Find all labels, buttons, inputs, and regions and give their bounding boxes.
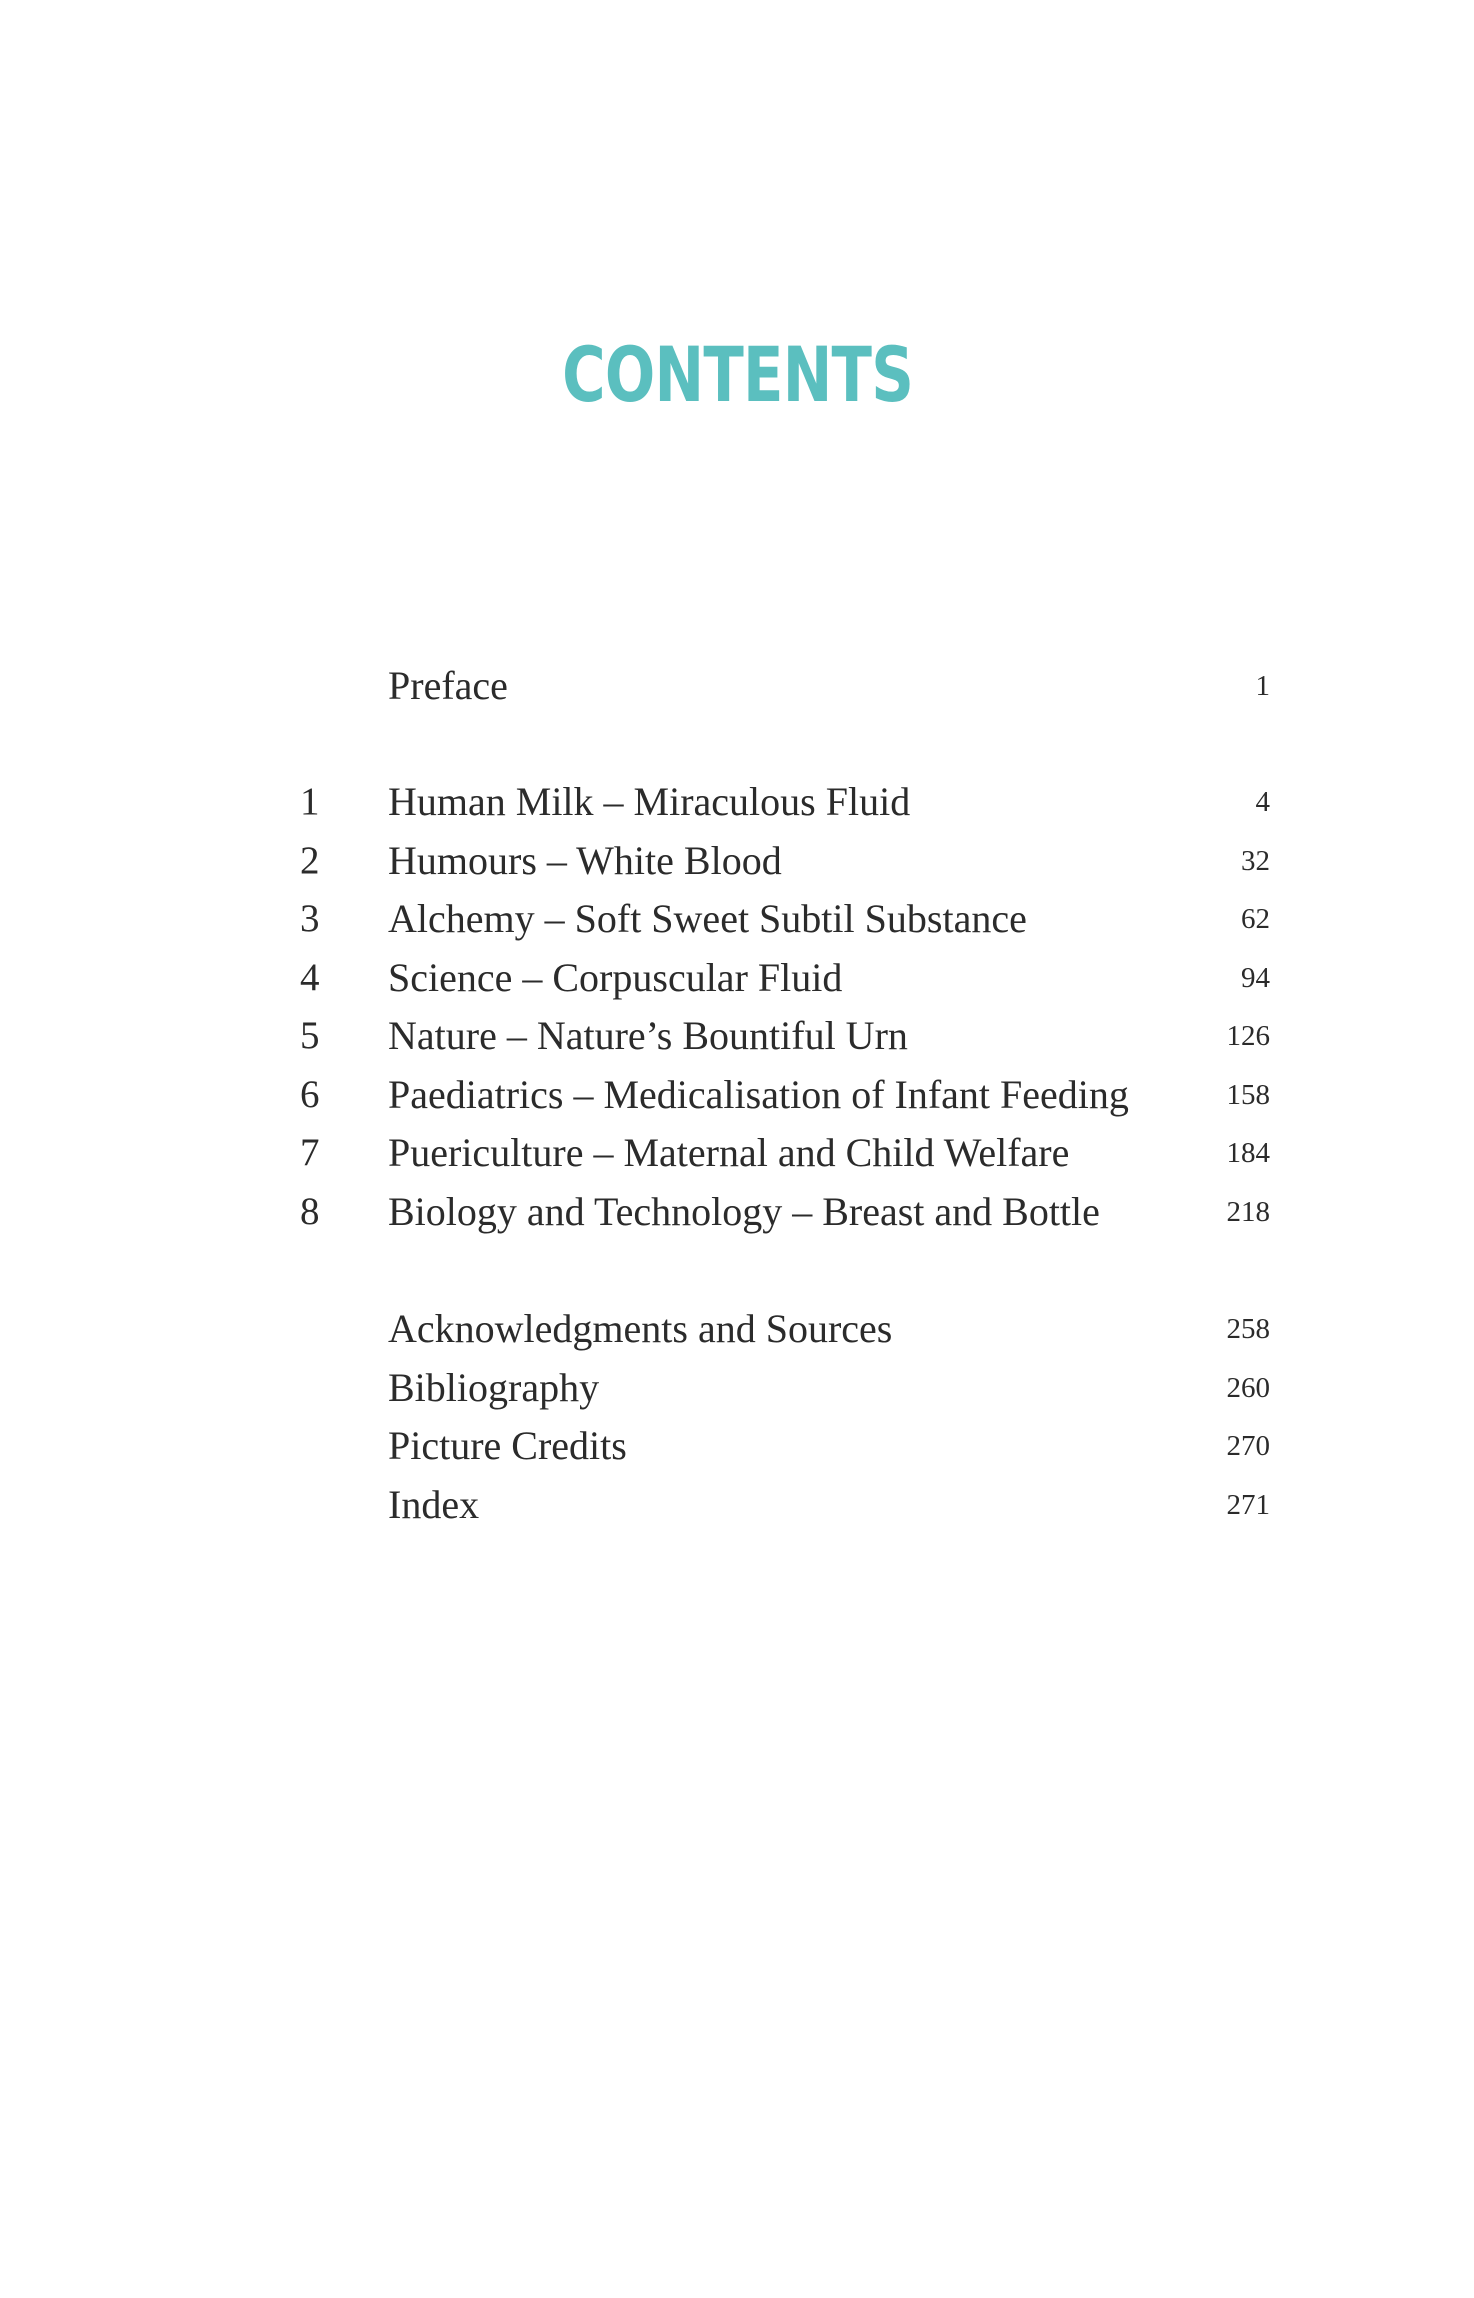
chapter-number: 1 <box>300 780 320 823</box>
chapter-number: 8 <box>300 1190 320 1233</box>
chapter-number: 2 <box>300 839 320 882</box>
toc-entry-label: Human Milk – Miraculous Fluid <box>388 779 911 824</box>
toc-entry-chapter-8[interactable] <box>300 1183 1270 1241</box>
toc-entry-label: Acknowledgments and Sources <box>388 1306 893 1351</box>
toc-entry-label: Alchemy – Soft Sweet Subtil Substance <box>388 896 1027 941</box>
toc-entry-preface[interactable] <box>300 657 1270 715</box>
toc-entry-chapter-2[interactable] <box>300 832 1270 890</box>
toc-entry-page-number: 260 <box>1226 1372 1270 1404</box>
toc-entry-picture-credits[interactable] <box>300 1417 1270 1475</box>
toc-entry-label: Preface <box>388 663 508 708</box>
page-title: CONTENTS <box>562 330 914 419</box>
toc-entry-page-number: 62 <box>1241 903 1270 935</box>
toc-entry-page-number: 4 <box>1255 786 1270 818</box>
toc-entry-chapter-1[interactable] <box>300 773 1270 831</box>
toc-entry-chapter-7[interactable] <box>300 1124 1270 1182</box>
toc-entry-label: Humours – White Blood <box>388 838 782 883</box>
toc-entry-acknowledgments[interactable] <box>300 1300 1270 1358</box>
chapter-number: 6 <box>300 1073 320 1116</box>
toc-entry-label: Puericulture – Maternal and Child Welfare <box>388 1130 1070 1175</box>
toc-entry-chapter-4[interactable] <box>300 949 1270 1007</box>
toc-entry-page-number: 218 <box>1226 1196 1270 1228</box>
toc-entry-chapter-5[interactable] <box>300 1007 1270 1065</box>
toc-entry-label: Science – Corpuscular Fluid <box>388 955 843 1000</box>
toc-entry-bibliography[interactable] <box>300 1359 1270 1417</box>
toc-entry-page-number: 271 <box>1226 1489 1270 1521</box>
toc-entry-page-number: 126 <box>1226 1020 1270 1052</box>
chapter-number: 4 <box>300 956 320 999</box>
chapter-number: 7 <box>300 1131 320 1174</box>
toc-entry-page-number: 94 <box>1241 962 1270 994</box>
toc-entry-label: Picture Credits <box>388 1423 627 1468</box>
toc-entry-chapter-6[interactable] <box>300 1066 1270 1124</box>
toc-entry-page-number: 1 <box>1255 670 1270 702</box>
toc-entry-label: Index <box>388 1482 480 1527</box>
toc-entry-label: Nature – Nature’s Bountiful Urn <box>388 1013 908 1058</box>
chapter-number: 3 <box>300 897 320 940</box>
toc-entry-page-number: 184 <box>1226 1137 1270 1169</box>
toc-entry-page-number: 32 <box>1241 845 1270 877</box>
toc-entry-label: Bibliography <box>388 1365 600 1410</box>
toc-entry-page-number: 158 <box>1226 1079 1270 1111</box>
toc-entry-index[interactable] <box>300 1476 1270 1534</box>
toc-entry-page-number: 258 <box>1226 1313 1270 1345</box>
toc-entry-chapter-3[interactable] <box>300 890 1270 948</box>
toc-entry-label: Paediatrics – Medicalisation of Infant Feeding <box>388 1072 1129 1117</box>
toc-entry-page-number: 270 <box>1226 1430 1270 1462</box>
chapter-number: 5 <box>300 1014 320 1057</box>
toc-entry-label: Biology and Technology – Breast and Bottle <box>388 1189 1100 1234</box>
